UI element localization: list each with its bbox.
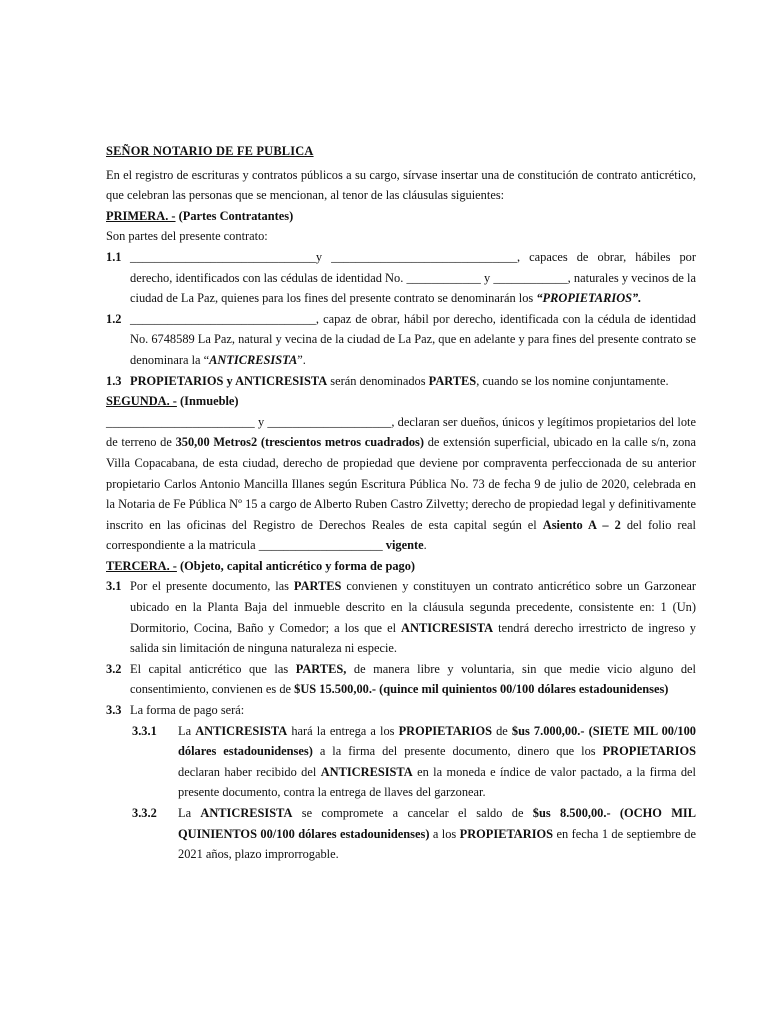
item-number: 3.3.1 — [132, 723, 157, 738]
clause-tercera-heading — [106, 556, 696, 577]
item-number: 3.3 — [106, 703, 122, 718]
clause-heading-label: PRIMERA. - — [106, 208, 176, 223]
clause-primera-heading — [106, 206, 696, 227]
segunda-paragraph: ________________________ y ____________________, declaran ser dueños, únicos y legítimos propietarios del lote de terreno de 350,00 Metros2 (trescientos metros cuadrados) de extensión superficial, ubicado en la calle s/n, zona Villa Copacabana, de esta ciudad, derecho de propiedad que deviene por compraventa perfeccionada de su anterior propietario Carlos Antonio Mancilla Illanes según Escritura Pública No. 73 de fecha 9 de julio de 2020, celebrada en la Notaria de Fe Pública Nº 15 a cargo de Alberto Ruben Castro Zilvetty; derecho de propiedad legal y definitivamente inscrito en las oficinas del Registro de Derechos Reales de esta capital según el Asiento A – 2 del folio real correspondiente a la matricula ____________________ vigente. — [106, 414, 696, 553]
clause-heading-subtitle: (Objeto, capital anticrético y forma de pago) — [180, 558, 416, 573]
item-number: 3.1 — [106, 579, 122, 594]
item-number: 1.2 — [106, 311, 122, 326]
item-text: Por el presente documento, las PARTES convienen y constituyen un contrato anticrético sobre un Garzonear ubicado en la Planta Baja del inmueble descrito en la cláusula segunda precedente, consistente en: 1 (Un) Dormitorio, Cocina, Baño y Comedor; a los que el ANTICRESISTA tendrá derecho irrestricto de ingreso y salida sin limitación de ninguna naturaleza ni especie. — [130, 579, 696, 656]
clause-heading-subtitle: (Partes Contratantes) — [178, 208, 294, 223]
item-text: El capital anticrético que las PARTES, de manera libre y voluntaria, sin que medie vicio alguno del consentimiento, convienen es de $US 15.500,00.- (quince mil quinientos 00/100 dólares estadounidenses) — [130, 661, 696, 697]
item-number: 3.2 — [106, 661, 122, 676]
intro-paragraph: En el registro de escrituras y contratos públicos a su cargo, sírvase insertar una de constitución de contrato anticrético, que celebran las personas que se mencionan, al tenor de las cláusulas siguientes: — [106, 167, 696, 203]
document-title: SEÑOR NOTARIO DE FE PUBLICA — [106, 144, 314, 158]
primera-lead: Son partes del presente contrato: — [106, 229, 268, 244]
clause-heading-subtitle: (Inmueble) — [180, 394, 239, 409]
clause-item-3-2 — [106, 659, 696, 700]
clause-item-3-1 — [106, 576, 696, 658]
item-number: 1.3 — [106, 373, 122, 388]
item-text: ______________________________, capaz de obrar, hábil por derecho, identificada con la cédula de identidad No. 6748589 La Paz, natural y vecina de la ciudad de La Paz, que en adelante y para fines del presente contrato se denominara la “ANTICRESISTA”. — [130, 311, 696, 367]
contract-document — [106, 141, 696, 865]
clause-item-1-1 — [106, 247, 696, 309]
clause-item-1-2 — [106, 309, 696, 371]
clause-item-3-3-1 — [132, 721, 696, 803]
item-text: ______________________________y ______________________________, capaces de obrar, hábiles por derecho, identificados con las cédulas de identidad No. ____________ y ____________, naturales y vecinos de la ciudad de La Paz, quienes para los fines del presente contrato se denominarán los “PROPIETARIOS”. — [130, 249, 696, 306]
clause-item-3-3 — [106, 700, 696, 721]
item-text: La ANTICRESISTA hará la entrega a los PROPIETARIOS de $us 7.000,00.- (SIETE MIL 00/100 dólares estadounidenses) a la firma del presente documento, dinero que los PROPIETARIOS declaran haber recibido del ANTICRESISTA en la moneda e índice de valor pactado, a la firma del presente documento, contra la entrega de llaves del garzonear. — [178, 723, 696, 800]
item-text: PROPIETARIOS y ANTICRESISTA serán denominados PARTES, cuando se los nomine conjuntamente. — [130, 373, 669, 388]
clause-heading-label: SEGUNDA. - — [106, 394, 177, 409]
item-text: La ANTICRESISTA se compromete a cancelar el saldo de $us 8.500,00.- (OCHO MIL QUINIENTOS 00/100 dólares estadounidenses) a los PROPIETARIOS en fecha 1 de septiembre de 2021 años, plazo improrrogable. — [178, 806, 696, 862]
item-number: 3.3.2 — [132, 806, 157, 820]
clause-segunda-heading — [106, 391, 696, 412]
clause-item-1-3 — [106, 371, 696, 392]
item-text: La forma de pago será: — [130, 703, 245, 718]
clause-heading-label: TERCERA. - — [106, 558, 177, 573]
clause-item-3-3-2 — [132, 803, 696, 865]
item-number: 1.1 — [106, 249, 122, 264]
